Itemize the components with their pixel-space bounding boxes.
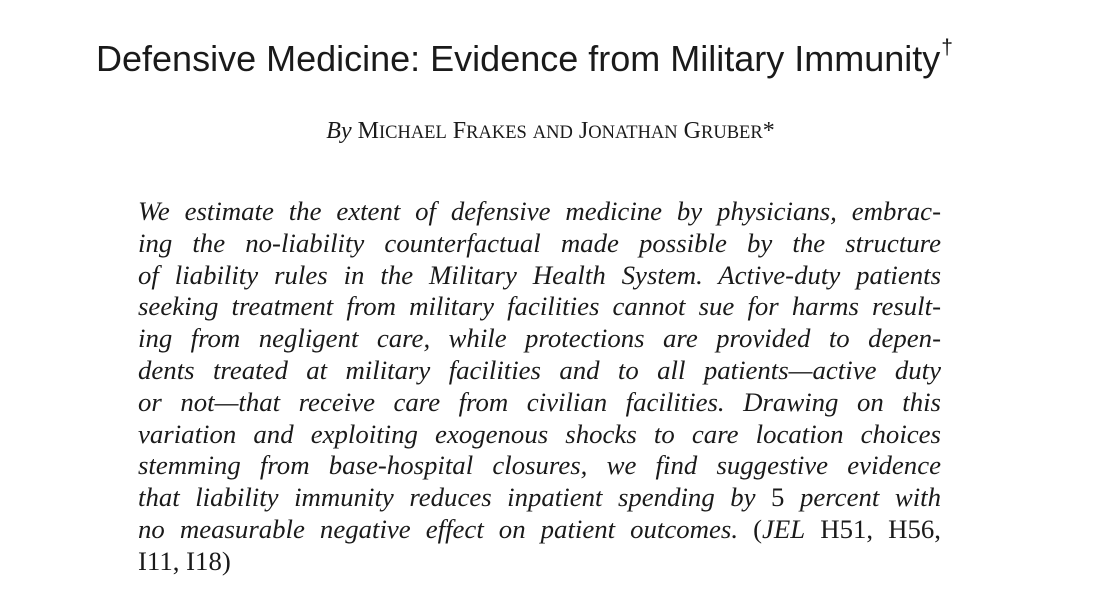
- abstract-line: that liability immunity reduces inpatient spending by 5 percent with: [138, 482, 941, 513]
- byline-by: By: [326, 118, 352, 144]
- abstract-line: ing from negligent care, while protections are provided to depen-: [138, 323, 941, 354]
- spending-reduction-value: 5: [771, 482, 785, 513]
- abstract-line: [138, 546, 941, 578]
- abstract-line: We estimate the extent of defensive medicine by physicians, embrac-: [138, 196, 941, 226]
- abstract-line: variation and exploiting exogenous shocks to care location choices: [138, 418, 941, 449]
- abstract-line: stemming from base-hospital closures, we find suggestive evidence: [138, 450, 941, 481]
- author-byline: [0, 114, 1101, 150]
- abstract-line: seeking treatment from military facilities cannot sue for harms result-: [138, 291, 941, 322]
- author-footnote-mark: *: [762, 118, 775, 144]
- abstract-line: no measurable negative effect on patient outcomes. (JEL H51, H56,: [138, 513, 941, 544]
- jel-label: JEL: [762, 513, 806, 544]
- abstract: [138, 196, 941, 578]
- abstract-line: dents treated at military facilities and to all patients—active duty: [138, 354, 941, 385]
- paper-title: [96, 28, 953, 83]
- abstract-line: of liability rules in the Military Health System. Active-duty patients: [138, 259, 941, 290]
- title-footnote-mark: †: [941, 36, 953, 59]
- author-1: MICHAEL FRAKES: [357, 118, 527, 144]
- jel-codes: H51, H56,: [805, 513, 941, 544]
- abstract-line: or not—that receive care from civilian facilities. Drawing on this: [138, 386, 941, 417]
- byline-and: AND: [532, 123, 573, 143]
- author-2: JONATHAN GRUBER: [578, 118, 763, 144]
- abstract-line: ing the no-liability counterfactual made possible by the structure: [138, 227, 941, 258]
- jel-codes-cont: I11, I18): [138, 545, 231, 576]
- paper-title-text: Defensive Medicine: Evidence from Military Immunity: [96, 38, 941, 79]
